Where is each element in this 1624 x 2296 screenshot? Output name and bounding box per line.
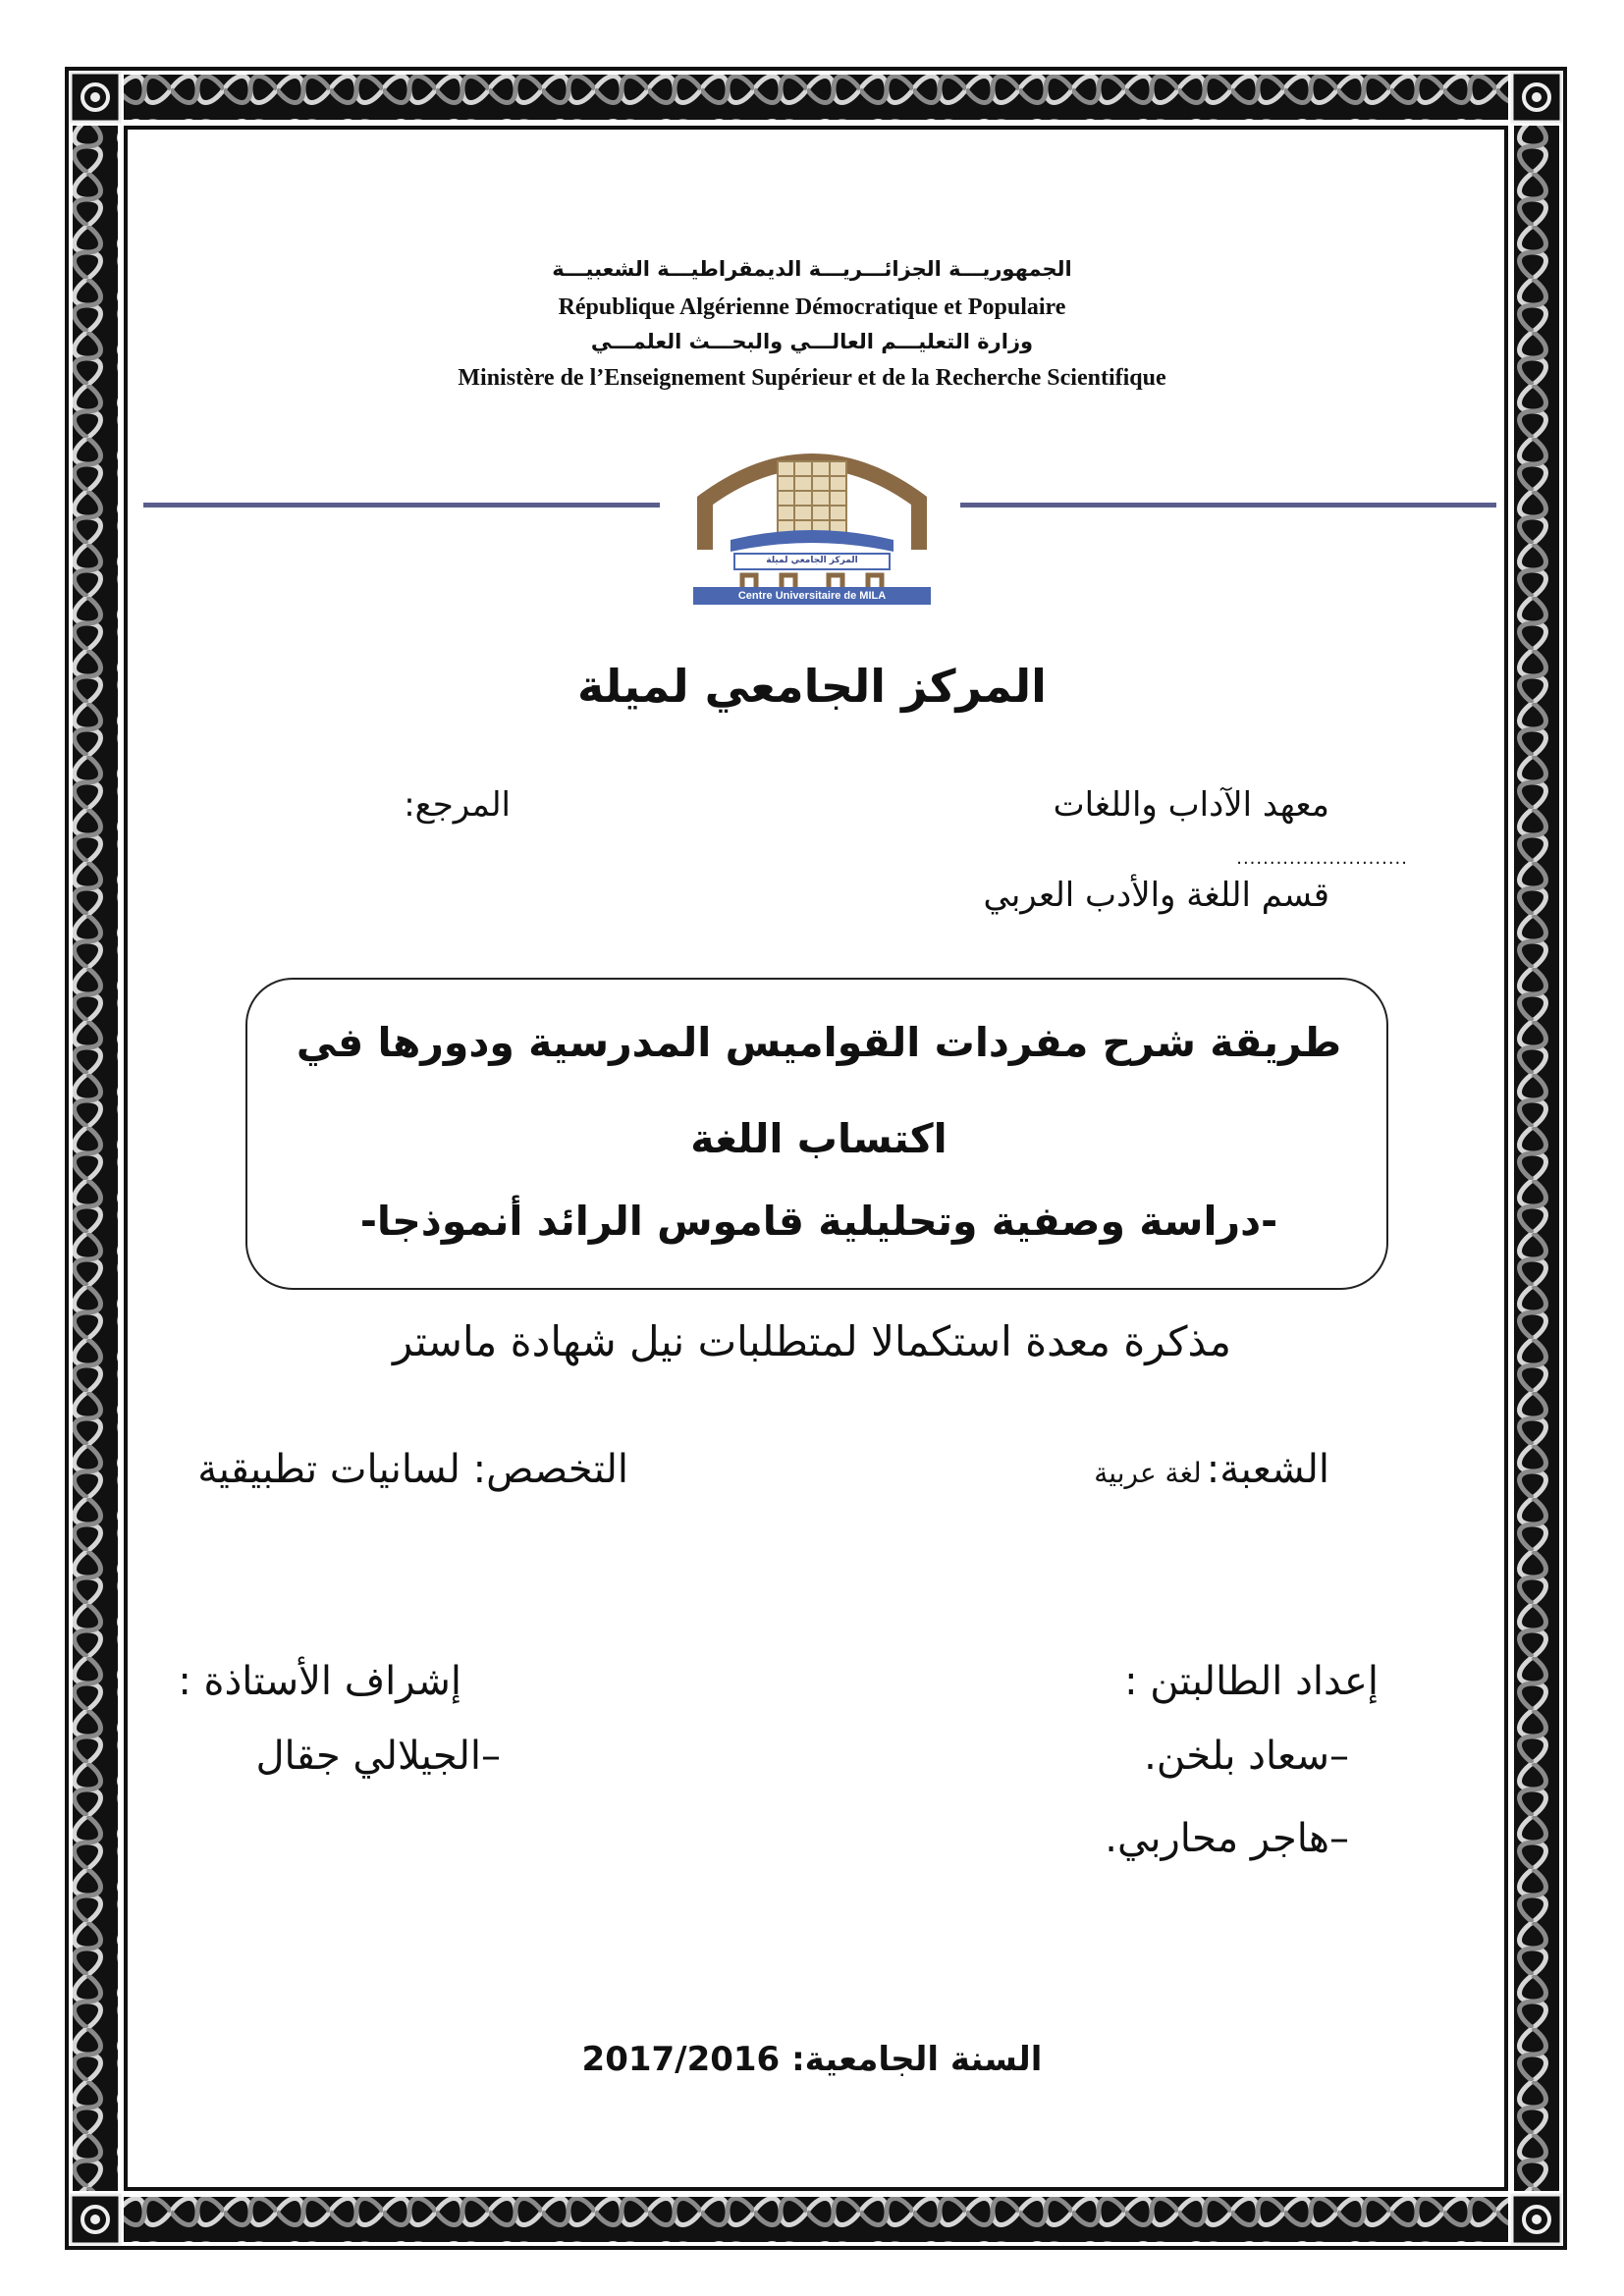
header-rule-left: [143, 503, 660, 507]
institute-name: معهد الآداب واللغات: [1053, 785, 1329, 825]
thesis-title-box: [245, 978, 1388, 1290]
university-logo-icon: [691, 432, 933, 607]
reference-dots: ..........................: [1236, 848, 1408, 869]
header-rule-right: [960, 503, 1496, 507]
logo-caption: Centre Universitaire de MILA: [693, 587, 931, 605]
branch-label: الشعبة:: [1206, 1447, 1329, 1492]
thesis-title-line-3: -دراسة وصفية وتحليلية قاموس الرائد أنموذجا-: [359, 1198, 1278, 1245]
specialty: [157, 1447, 628, 1492]
academic-year: [0, 2040, 1624, 2079]
specialty-value: لسانيات تطبيقية: [197, 1447, 460, 1492]
ministry-name-fr: Ministère de l’Enseignement Supérieur et de la Recherche Scientifique: [458, 365, 1166, 391]
student-name-1: –سعاد بلخن.: [1144, 1734, 1349, 1779]
university-logo: [691, 432, 933, 607]
students-label: إعداد الطالبتن :: [1124, 1659, 1379, 1704]
memo-statement: مذكرة معدة استكمالا لمتطلبات نيل شهادة ماستر: [392, 1317, 1232, 1365]
branch-value: لغة عربية: [1094, 1457, 1202, 1489]
supervisor-name: –الجيلالي جقال: [255, 1734, 501, 1779]
thesis-title-line-2: اكتساب اللغة: [690, 1115, 947, 1162]
academic-year-label: السنة الجامعية:: [791, 2040, 1043, 2079]
republic-name-fr: République Algérienne Démocratique et Populaire: [558, 294, 1066, 320]
branch: [839, 1447, 1329, 1492]
logo-inner-label: المركز الجامعي لميلة: [766, 556, 858, 565]
department-name: قسم اللغة والأدب العربي: [983, 876, 1329, 915]
thesis-title-line-1: طريقة شرح مفردات القواميس المدرسية ودورها في: [296, 1019, 1342, 1066]
reference-label: المرجع:: [404, 785, 511, 825]
academic-year-value: 2017/2016: [581, 2040, 781, 2079]
specialty-label: التخصص:: [472, 1447, 628, 1492]
university-name: المركز الجامعي لميلة: [577, 660, 1047, 713]
republic-name-ar: الجمهوريـــة الجزائـــريـــة الديمقراطيـــة الشعبيـــة: [552, 257, 1072, 281]
student-name-2: –هاجر محاربي.: [1105, 1816, 1349, 1861]
supervisor-label: إشراف الأستاذة :: [178, 1659, 461, 1704]
ministry-name-ar: وزارة التعليـــم العالـــي والبحـــث العلمـــي: [590, 330, 1034, 353]
